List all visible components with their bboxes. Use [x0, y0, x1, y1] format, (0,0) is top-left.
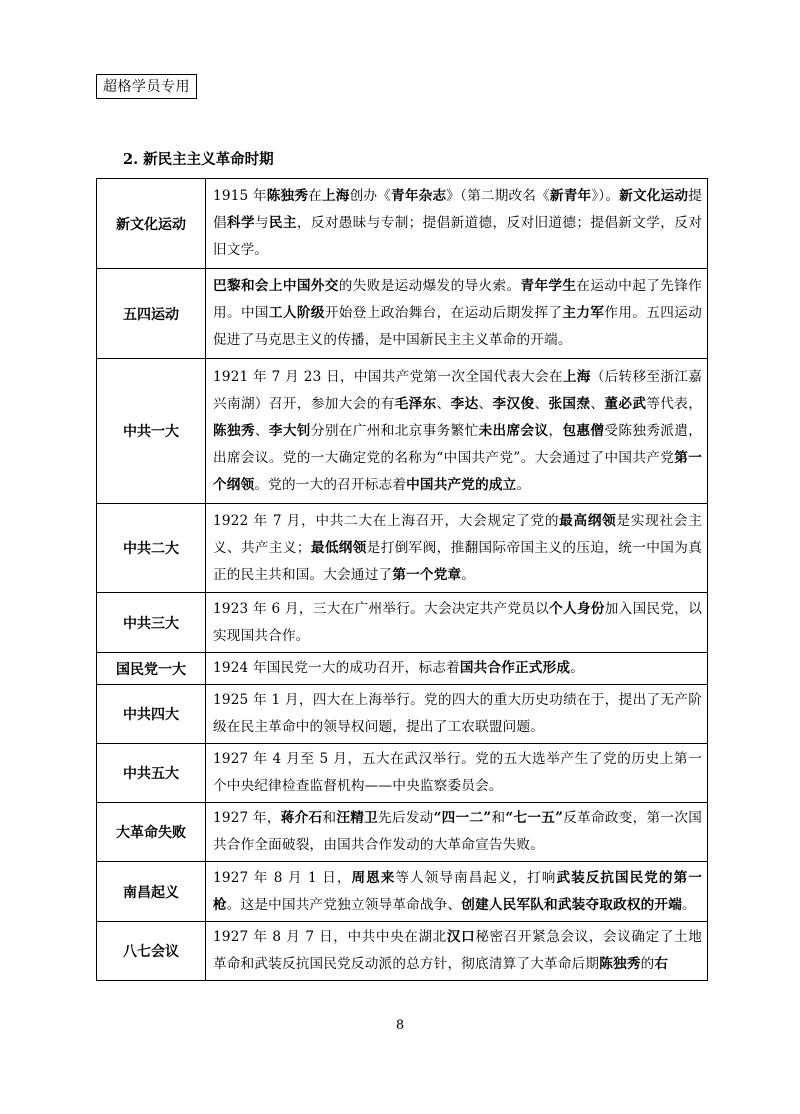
description-text: ，反对愚昧与专制；提倡新道德，反对旧道德；提倡新文学，反对旧文学。: [213, 215, 702, 258]
page-number: 8: [395, 1018, 405, 1033]
table-row: [97, 359, 708, 504]
highlighted-keyword: 汉口: [446, 929, 476, 945]
description-text: 。这是中国共产党独立领导革命战争、: [226, 896, 462, 913]
event-name: 大革命失败: [97, 803, 206, 862]
event-name: 南昌起义: [97, 862, 206, 922]
event-name: 国民党一大: [97, 653, 206, 685]
event-name: 中共一大: [97, 359, 206, 504]
description-text: 。: [516, 476, 531, 493]
description-text: 作用。五四运动促进了马克思主义的传播，是中国新民主主义革命的开端。: [213, 305, 702, 348]
description-text: 、: [534, 395, 549, 412]
highlighted-keyword: 李达: [450, 395, 479, 412]
description-text: 。: [461, 566, 476, 583]
description-text: 》（第二期改名《: [446, 188, 550, 204]
history-timeline-table: [96, 178, 708, 981]
description-text: 的失败是运动爆发的导火索。: [338, 278, 521, 294]
table-row: [97, 593, 708, 653]
event-description: [206, 179, 708, 269]
description-text: 、: [478, 395, 493, 412]
description-text: 》）。: [591, 188, 620, 204]
highlighted-keyword: 青年杂志: [391, 188, 447, 204]
description-text: 提倡: [213, 188, 702, 231]
highlighted-keyword: 李汉俊: [492, 395, 535, 412]
highlighted-keyword: 国共合作正式形成: [459, 660, 571, 676]
description-text: （后转移至浙江嘉兴南湖）召开，参加大会的有: [213, 368, 702, 412]
description-text: 、: [254, 422, 269, 439]
student-only-badge: 超格学员专用: [96, 74, 197, 99]
highlighted-keyword: 第一个纲领: [213, 449, 703, 493]
description-text: 1927 年，: [213, 810, 281, 826]
highlighted-keyword: 汪精卫: [336, 810, 379, 826]
highlighted-keyword: 蒋介石: [280, 810, 323, 826]
description-text: 1923 年 6 月，三大在广州举行。大会决定共产党员以: [213, 600, 550, 617]
highlighted-keyword: 民主: [268, 215, 297, 231]
highlighted-keyword: 工人阶级: [268, 305, 325, 321]
table-row: [97, 504, 708, 593]
description-text: 1924 年国民党一大的成功召开，标志着: [213, 660, 460, 676]
highlighted-keyword: 包惠僧: [562, 422, 605, 439]
description-text: 1927 年 4 月至 5 月，五大在武汉举行。党的五大选举产生了党的历史上第一个中央纪律检查监督机构——中央监察委员会。: [213, 751, 702, 794]
description-text: 的: [640, 956, 655, 972]
description-text: 、: [436, 395, 451, 412]
event-name: 中共三大: [97, 593, 206, 653]
description-text: 反革命政变，第一次国共合作全面破裂，由国共合作发动的大革命宣告失败。: [213, 810, 703, 853]
highlighted-keyword: 新文化运动: [619, 188, 689, 204]
highlighted-keyword: 周恩来: [351, 869, 396, 886]
description-text: 受陈独秀派遣，出席会议。党的一大确定党的名称为“中国共产党”。大会通过了中国共产党: [213, 422, 703, 466]
description-text: 和: [322, 810, 337, 826]
description-text: 开始登上政治舞台，在运动后期发挥了: [324, 305, 563, 321]
table-row: [97, 269, 708, 359]
description-text: 等人领导南昌起义，打响: [395, 869, 557, 886]
description-text: 创办《: [349, 188, 392, 204]
section-title: 2. 新民主主义革命时期: [123, 151, 274, 168]
highlighted-keyword: 巴黎和会上中国外交: [213, 278, 339, 294]
highlighted-keyword: 最低纲领: [310, 539, 367, 556]
table-row: [97, 803, 708, 862]
table-row: [97, 862, 708, 922]
description-text: 1927 年 8 月 7 日，中共中央在湖北: [213, 929, 447, 945]
description-text: 、: [590, 395, 605, 412]
event-description: [206, 685, 708, 744]
event-description: [206, 744, 708, 803]
highlighted-keyword: 创建人民军队和武装夺取政权的开端: [461, 896, 682, 913]
event-description: [206, 922, 708, 981]
description-text: 加入国民党，以实现国共合作。: [213, 600, 702, 644]
description-text: 1915 年: [213, 188, 267, 204]
highlighted-keyword: 毛泽东: [394, 395, 437, 412]
description-text: 。党的一大的召开标志着: [254, 476, 407, 493]
highlighted-keyword: 未出席会议: [478, 422, 549, 439]
event-name: 中共四大: [97, 685, 206, 744]
highlighted-keyword: 第一个党章: [392, 566, 462, 583]
description-text: 在: [308, 188, 322, 204]
highlighted-keyword: 陈独秀: [266, 188, 309, 204]
event-description: [206, 359, 708, 504]
description-text: 是打倒军阀，推翻国际帝国主义的压迫，统一中国为真正的民主共和国。大会通过了: [213, 539, 702, 583]
event-description: [206, 504, 708, 593]
table-row: [97, 685, 708, 744]
event-name: 八七会议: [97, 922, 206, 981]
description-text: 和: [491, 810, 506, 826]
description-text: 1921 年 7 月 23 日，中国共产党第一次全国代表大会在: [213, 368, 563, 385]
highlighted-keyword: 青年学生: [520, 278, 577, 294]
event-name: 新文化运动: [97, 179, 206, 269]
highlighted-keyword: 上海: [321, 188, 350, 204]
highlighted-keyword: 上海: [562, 368, 591, 385]
description-text: ，: [548, 422, 563, 439]
highlighted-keyword: 科学: [226, 215, 255, 231]
table-row: [97, 179, 708, 269]
event-description: [206, 269, 708, 359]
event-name: 中共二大: [97, 504, 206, 593]
description-text: 1925 年 1 月，四大在上海举行。党的四大的重大历史功绩在于，提出了无产阶级在民主革命中的领导权问题，提出了工农联盟问题。: [213, 692, 702, 735]
description-text: 。: [570, 660, 584, 676]
event-description: [206, 803, 708, 862]
description-text: 。: [682, 896, 696, 913]
highlighted-keyword: 张国焘: [548, 395, 591, 412]
highlighted-keyword: 中国共产党的成立: [406, 476, 517, 493]
highlighted-keyword: 陈独秀: [599, 956, 641, 972]
table-row: [97, 744, 708, 803]
description-text: 分别在广州和北京事务繁忙: [310, 422, 479, 439]
event-description: [206, 653, 708, 685]
description-text: 秘密召开紧急会议，会议确定了土地革命和武装反抗国民党反动派的总方针，彻底清算了大革命后期: [213, 929, 703, 972]
highlighted-keyword: 董必武: [604, 395, 647, 412]
event-description: [206, 862, 708, 922]
description-text: 与: [254, 215, 269, 231]
highlighted-keyword: 最高纲领: [559, 512, 617, 529]
highlighted-keyword: “七一五”: [505, 810, 564, 826]
table-row: [97, 922, 708, 981]
highlighted-keyword: 陈独秀: [213, 422, 255, 439]
description-text: 在运动中起了先锋作用。中国: [213, 278, 702, 321]
highlighted-keyword: 个人身份: [549, 600, 605, 617]
event-name: 中共五大: [97, 744, 206, 803]
highlighted-keyword: 武装反抗国民党的第一枪: [213, 869, 703, 913]
description-text: 等代表，: [646, 395, 703, 412]
highlighted-keyword: 新青年: [549, 188, 592, 204]
description-text: 先后发动: [378, 810, 434, 826]
highlighted-keyword: 右: [654, 956, 669, 972]
event-name: 五四运动: [97, 269, 206, 359]
highlighted-keyword: 李大钊: [268, 422, 311, 439]
event-description: [206, 593, 708, 653]
description-text: 1922 年 7 月，中共二大在上海召开，大会规定了党的: [213, 512, 560, 529]
highlighted-keyword: “四一二”: [433, 810, 492, 826]
highlighted-keyword: 主力军: [562, 305, 605, 321]
description-text: 1927 年 8 月 1 日，: [213, 869, 352, 886]
description-text: 是实现社会主义、共产主义；: [213, 512, 703, 556]
table-row: [97, 653, 708, 685]
